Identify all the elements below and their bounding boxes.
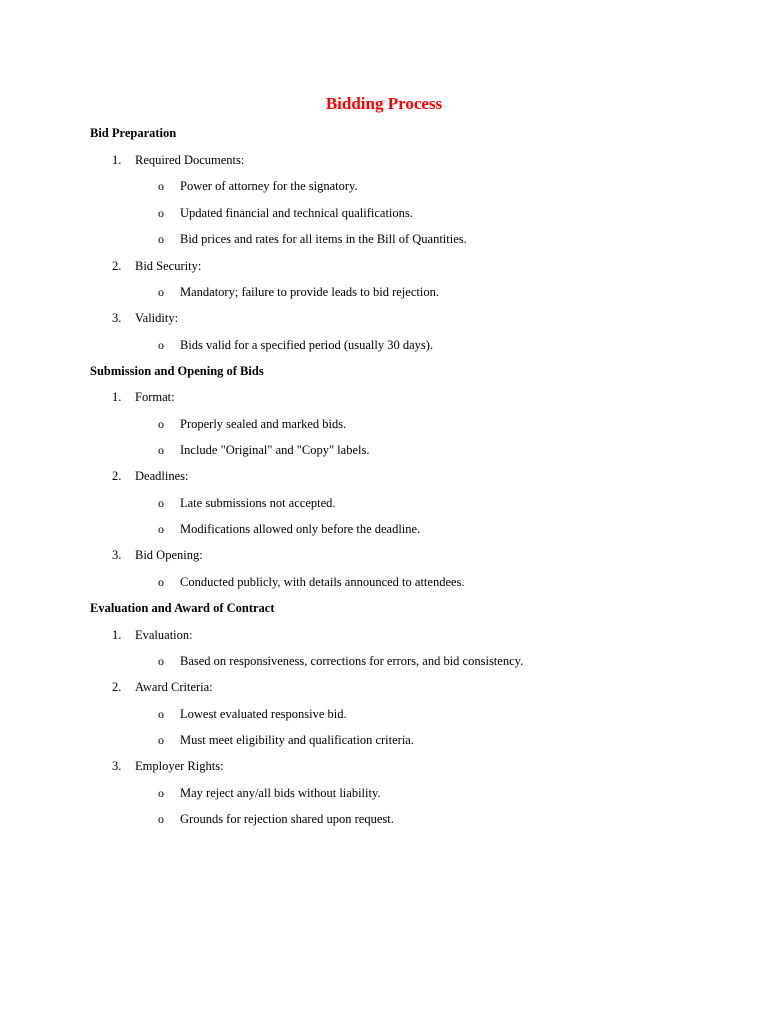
list-number: 2. (112, 469, 122, 483)
bullet-marker: o (158, 417, 164, 431)
list-number: 2. (112, 680, 122, 694)
list-subitem: May reject any/all bids without liability. (180, 786, 381, 800)
bullet-marker: o (158, 812, 164, 826)
bullet-marker: o (158, 285, 164, 299)
bullet-marker: o (158, 179, 164, 193)
bullet-marker: o (158, 338, 164, 352)
bullet-marker: o (158, 575, 164, 589)
list-item-label: Bid Opening: (135, 548, 203, 562)
list-subitem: Include "Original" and "Copy" labels. (180, 443, 370, 457)
list-number: 3. (112, 759, 122, 773)
list-item-label: Deadlines: (135, 469, 189, 483)
list-subitem: Modifications allowed only before the deadline. (180, 522, 421, 536)
list-subitem: Late submissions not accepted. (180, 496, 336, 510)
list-subitem: Must meet eligibility and qualification criteria. (180, 733, 414, 747)
list-number: 2. (112, 259, 122, 273)
list-item-label: Required Documents: (135, 153, 245, 167)
list-number: 1. (112, 153, 122, 167)
list-item-label: Evaluation: (135, 628, 193, 642)
document-title: Bidding Process (325, 94, 443, 113)
list-item-label: Format: (135, 390, 175, 404)
list-number: 3. (112, 311, 122, 325)
bullet-marker: o (158, 733, 164, 747)
list-subitem: Lowest evaluated responsive bid. (180, 707, 347, 721)
bullet-marker: o (158, 707, 164, 721)
list-item-label: Validity: (135, 311, 179, 325)
section-heading: Submission and Opening of Bids (90, 364, 264, 378)
list-subitem: Properly sealed and marked bids. (180, 417, 347, 431)
section-heading: Bid Preparation (90, 126, 177, 140)
list-subitem: Based on responsiveness, corrections for errors, and bid consistency. (180, 654, 524, 668)
list-number: 1. (112, 628, 122, 642)
bullet-marker: o (158, 232, 164, 246)
bullet-marker: o (158, 522, 164, 536)
list-number: 3. (112, 548, 122, 562)
list-subitem: Conducted publicly, with details announced to attendees. (180, 575, 465, 589)
list-item-label: Bid Security: (135, 259, 202, 273)
list-subitem: Power of attorney for the signatory. (180, 179, 358, 193)
list-item-label: Award Criteria: (135, 680, 213, 694)
list-subitem: Bid prices and rates for all items in the Bill of Quantities. (180, 232, 467, 246)
list-subitem: Mandatory; failure to provide leads to bid rejection. (180, 285, 439, 299)
bullet-marker: o (158, 786, 164, 800)
bullet-marker: o (158, 654, 164, 668)
bullet-marker: o (158, 206, 164, 220)
list-subitem: Updated financial and technical qualifications. (180, 206, 413, 220)
bullet-marker: o (158, 443, 164, 457)
bullet-marker: o (158, 496, 164, 510)
list-number: 1. (112, 390, 122, 404)
section-heading: Evaluation and Award of Contract (90, 601, 275, 615)
list-subitem: Bids valid for a specified period (usually 30 days). (180, 338, 434, 352)
list-item-label: Employer Rights: (135, 759, 224, 773)
list-subitem: Grounds for rejection shared upon request. (180, 812, 394, 826)
